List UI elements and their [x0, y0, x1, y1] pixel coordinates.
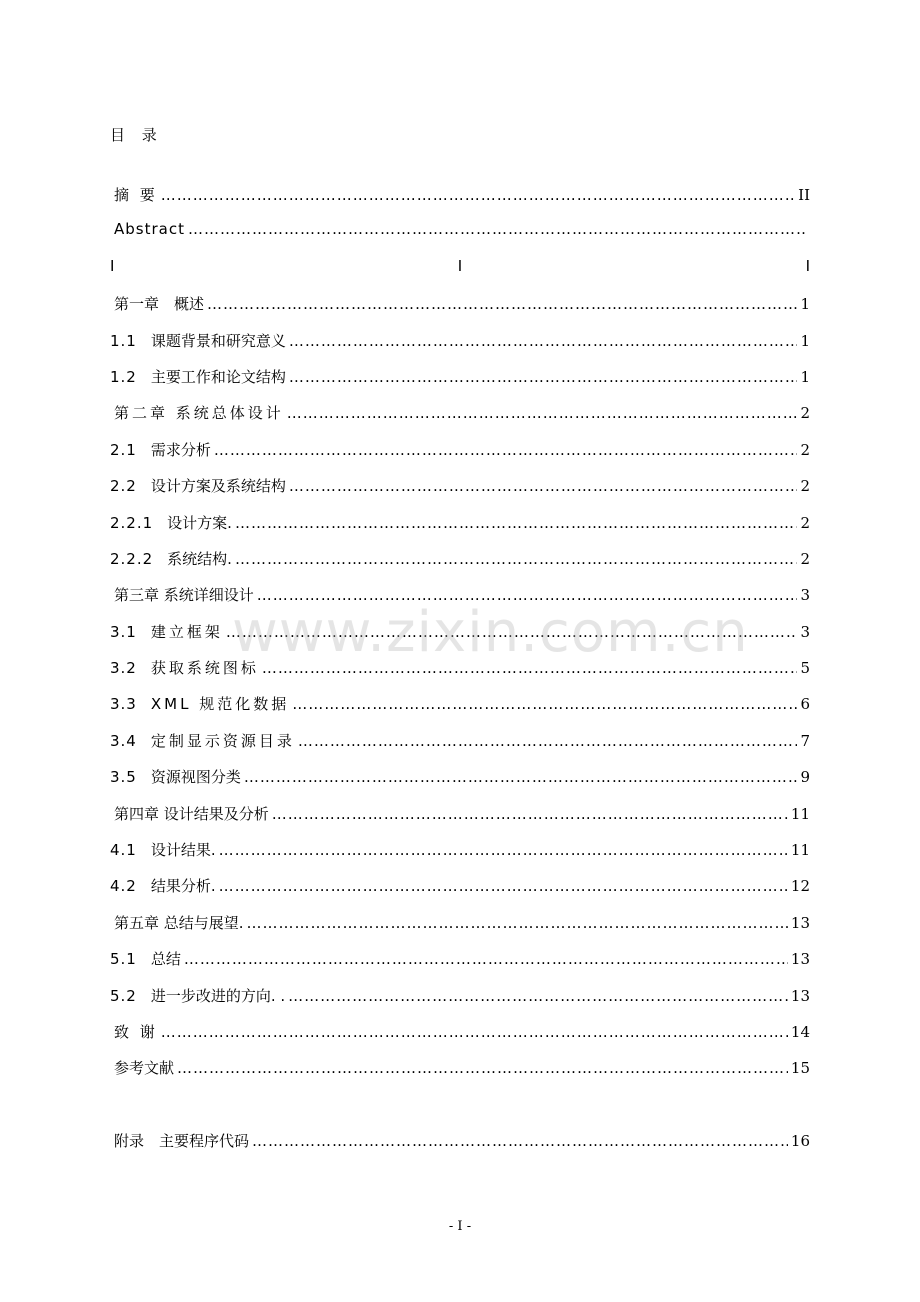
toc-page: 1	[800, 295, 810, 314]
toc-page: 7	[800, 731, 810, 750]
toc-leader	[226, 623, 798, 641]
toc-page: 13	[790, 986, 810, 1005]
toc-page: 14	[790, 1022, 810, 1041]
toc-number: 5.2	[110, 986, 137, 1005]
toc-label: 致 谢	[114, 1022, 158, 1041]
toc-number: 4.2	[110, 877, 137, 896]
toc-entry-chapter-5[interactable]	[110, 912, 810, 948]
toc-entry-references[interactable]	[110, 1057, 810, 1093]
toc-label: 建立框架	[150, 622, 223, 641]
toc-page: 13	[790, 913, 810, 932]
toc-entry-acknowledgements[interactable]	[110, 1021, 810, 1057]
toc-number: 2.2.1	[110, 513, 154, 532]
toc-label: 第二章 系统总体设计	[114, 404, 284, 423]
toc-entry-2-2[interactable]	[110, 475, 810, 511]
toc-number: 2.2.2	[110, 549, 154, 568]
table-of-contents	[110, 184, 810, 1166]
toc-page: 2	[800, 513, 810, 532]
toc-leader	[184, 950, 788, 968]
toc-page: 2	[800, 440, 810, 459]
toc-label: 定制显示资源目录	[150, 731, 295, 750]
toc-leader	[219, 841, 788, 859]
toc-page-fragment: I	[805, 256, 810, 275]
toc-leader	[214, 441, 798, 459]
toc-label: 需求分析	[150, 440, 211, 459]
page-title: 目 录	[110, 126, 163, 144]
toc-leader	[289, 477, 798, 495]
toc-page: 11	[790, 841, 810, 860]
toc-leader	[288, 987, 788, 1005]
toc-page: 15	[790, 1059, 810, 1078]
toc-label: XML 规范化数据	[150, 695, 290, 714]
toc-label: 第四章 设计结果及分析	[114, 804, 269, 823]
page-number-footer: - I -	[448, 1219, 472, 1234]
toc-number: 2.1	[110, 440, 137, 459]
toc-leader	[235, 550, 798, 568]
toc-page: II	[798, 186, 810, 204]
toc-label: 设计方案及系统结构	[150, 477, 286, 496]
toc-label: 第一章 概述	[114, 295, 205, 314]
toc-entry-2-1[interactable]	[110, 439, 810, 475]
toc-leader	[252, 1132, 788, 1150]
toc-page: 2	[800, 404, 810, 423]
toc-label: 结果分析.	[150, 877, 216, 896]
toc-gap	[110, 1094, 810, 1130]
toc-page-fragment: I	[110, 256, 115, 275]
toc-leader	[262, 659, 798, 677]
toc-label: 摘 要	[114, 186, 158, 204]
toc-page: 5	[800, 659, 810, 678]
toc-entry-chapter-4[interactable]	[110, 803, 810, 839]
toc-number: 3.5	[110, 768, 137, 787]
toc-entry-chapter-3[interactable]	[110, 584, 810, 620]
toc-entry-4-1[interactable]	[110, 839, 810, 875]
toc-entry-abstract-cn[interactable]	[110, 184, 810, 220]
toc-entry-1-2[interactable]	[110, 366, 810, 402]
toc-entry-2-2-1[interactable]	[110, 512, 810, 548]
toc-page-fragment: I	[457, 256, 463, 275]
toc-entry-2-2-2[interactable]	[110, 548, 810, 584]
toc-page: 1	[800, 331, 810, 350]
toc-entry-1-1[interactable]	[110, 330, 810, 366]
toc-entry-abstract-en[interactable]	[110, 220, 810, 256]
toc-leader	[161, 186, 795, 204]
toc-entry-chapter-1[interactable]	[110, 293, 810, 329]
toc-entry-5-2[interactable]	[110, 985, 810, 1021]
toc-leader	[188, 220, 807, 238]
toc-leader	[272, 805, 788, 823]
toc-entry-3-1[interactable]	[110, 621, 810, 657]
toc-leader	[287, 404, 798, 422]
toc-entry-3-4[interactable]	[110, 730, 810, 766]
toc-label: 课题背景和研究意义	[150, 331, 286, 350]
watermark: www.zixin.com.cn	[232, 600, 749, 665]
toc-label: 主要工作和论文结构	[150, 367, 286, 386]
toc-leader	[257, 586, 798, 604]
toc-entry-3-2[interactable]	[110, 657, 810, 693]
toc-number: 1.2	[110, 367, 137, 386]
toc-label: Abstract	[114, 220, 185, 239]
toc-entry-chapter-2[interactable]	[110, 402, 810, 438]
toc-number: 3.4	[110, 731, 137, 750]
toc-number: 3.3	[110, 695, 137, 714]
toc-leader	[207, 295, 797, 313]
toc-entry-appendix[interactable]	[110, 1130, 810, 1166]
toc-page: 6	[800, 695, 810, 714]
toc-label: 设计结果.	[150, 841, 216, 860]
toc-page: 16	[790, 1131, 810, 1150]
toc-leader	[298, 732, 798, 750]
toc-number: 3.1	[110, 622, 137, 641]
toc-leader	[244, 768, 798, 786]
toc-page: 2	[800, 477, 810, 496]
toc-leader	[247, 914, 788, 932]
toc-leader	[219, 877, 788, 895]
toc-entry-5-1[interactable]	[110, 948, 810, 984]
toc-entry-4-2[interactable]	[110, 875, 810, 911]
toc-number: 2.2	[110, 477, 137, 496]
toc-label: 附录 主要程序代码	[114, 1131, 250, 1150]
toc-leader	[177, 1059, 788, 1077]
toc-leader	[292, 695, 797, 713]
toc-label: 参考文献	[114, 1059, 175, 1078]
toc-page: 2	[800, 549, 810, 568]
toc-number: 4.1	[110, 841, 137, 860]
toc-entry-abstract-en-page	[110, 257, 810, 293]
toc-page: 11	[790, 804, 810, 823]
toc-entry-3-5[interactable]	[110, 766, 810, 802]
toc-entry-3-3[interactable]	[110, 693, 810, 729]
toc-label: 总结	[150, 950, 181, 969]
toc-page: 13	[790, 950, 810, 969]
toc-number: 3.2	[110, 659, 137, 678]
toc-number: 5.1	[110, 950, 137, 969]
toc-page: 12	[790, 877, 810, 896]
toc-leader	[289, 368, 798, 386]
toc-label: 资源视图分类	[150, 768, 241, 787]
toc-leader	[161, 1023, 788, 1041]
toc-label: 第五章 总结与展望.	[114, 913, 244, 932]
toc-page: 1	[800, 367, 810, 386]
toc-leader	[289, 332, 798, 350]
toc-label: 设计方案.	[167, 513, 232, 532]
toc-label: 获取系统图标	[150, 659, 259, 678]
toc-label: 进一步改进的方向. .	[150, 986, 286, 1005]
toc-leader	[235, 514, 798, 532]
toc-page: 3	[800, 622, 810, 641]
toc-page: 9	[800, 768, 810, 787]
toc-page: 3	[800, 586, 810, 605]
toc-number: 1.1	[110, 331, 137, 350]
toc-label: 系统结构.	[167, 549, 232, 568]
toc-label: 第三章 系统详细设计	[114, 586, 254, 605]
